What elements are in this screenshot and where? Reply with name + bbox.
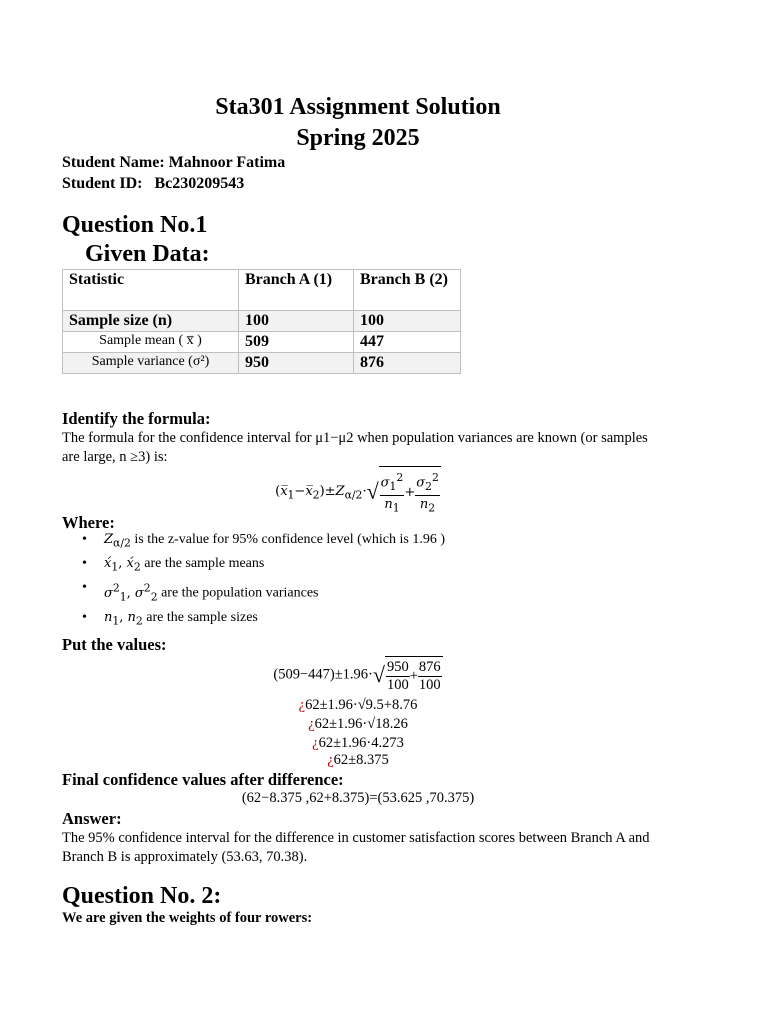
- table-cell: Sample size (n): [63, 311, 239, 332]
- calc-line-4: ¿62±1.96·4.273: [312, 735, 404, 751]
- table-row: [63, 332, 461, 353]
- given-data-table: [62, 269, 461, 374]
- calc-line-1-text: (509−447)±1.96·: [273, 666, 373, 683]
- put-values-heading: Put the values:: [62, 635, 167, 654]
- calc-line-3: ¿62±1.96·√18.26: [308, 716, 408, 732]
- list-item-text: are the sample means: [144, 556, 265, 572]
- calc-line-2-text: 62±1.96·√9.5+8.76: [305, 697, 418, 713]
- list-item-text: are the sample sizes: [146, 609, 258, 625]
- given-data-heading: Given Data:: [85, 241, 210, 267]
- identify-formula-text: The formula for the confidence interval for μ1−μ2 when population variances are known (or samples are large, n ≥3) is:: [62, 430, 648, 465]
- calc-line-3-text: 62±1.96·√18.26: [314, 716, 408, 732]
- document-title: Sta301 Assignment Solution: [215, 94, 501, 120]
- table-header-row: [63, 270, 461, 311]
- table-cell: 100: [354, 311, 461, 332]
- answer-heading: Answer:: [62, 809, 122, 828]
- table-cell: Sample variance (σ²): [63, 353, 239, 374]
- calc-line-1: (509−447)±1.96·√ $\frac{950}{100}$ + $\frac{876}{100}$: [0, 656, 716, 694]
- document-subtitle: Spring 2025: [296, 125, 420, 151]
- table-cell: 100: [239, 311, 354, 332]
- table-cell: 950: [239, 353, 354, 374]
- question-2-heading: Question No. 2:: [62, 883, 222, 909]
- student-id: Student ID: Bc230209543: [62, 175, 245, 192]
- list-item: • $\sigma^2_1$, $\sigma^2_2$ are the population variances: [104, 578, 445, 607]
- calc-line-2: ¿62±1.96·√9.5+8.76: [298, 697, 418, 713]
- table-header: Statistic: [63, 270, 239, 311]
- question-2-intro: We are given the weights of four rowers:: [62, 910, 313, 926]
- question-1-heading: Question No.1: [62, 212, 208, 238]
- student-name: Student Name: Mahnoor Fatima: [62, 154, 286, 171]
- list-item: • $n_1$, $n_2$ are the sample sizes: [104, 608, 445, 632]
- final-values-line: (62−8.375 ,62+8.375)=(53.625 ,70.375): [241, 790, 475, 806]
- list-item: • $x́_1$, $x́_2$ are the sample means: [104, 554, 445, 578]
- list-item-text: is the z-value for 95% confidence level (which is 1.96 ): [134, 532, 446, 547]
- where-list: [62, 530, 445, 632]
- answer-text: The 95% confidence interval for the difference in customer satisfaction scores between Branch A and Branch B is approximately (53.63, 70.38).: [62, 830, 650, 865]
- list-item: • $Z_{\alpha/2}$ is the z-value for 95% confidence level (which is 1.96 ): [104, 530, 445, 554]
- table-cell: 876: [354, 353, 461, 374]
- calc-line-4-text: 62±1.96·4.273: [318, 735, 404, 751]
- identify-formula-heading: Identify the formula:: [62, 409, 211, 428]
- table-header: Branch A (1): [239, 270, 354, 311]
- table-cell: Sample mean ( x̅ ): [63, 332, 239, 353]
- list-item-text: are the population variances: [161, 585, 319, 601]
- table-header: Branch B (2): [354, 270, 461, 311]
- ci-formula: $(x̅_1-x̅_2)\pm Z_{\alpha/2}\cdot√$ $\frac{\sigma_1^2}{n_1}$ + $\frac{\sigma_2^2}{n_2}$: [0, 466, 716, 517]
- calc-line-5: ¿62±8.375: [327, 752, 389, 768]
- where-heading: Where:: [62, 513, 115, 532]
- final-values-heading: Final confidence values after difference:: [62, 770, 344, 789]
- table-cell: 509: [239, 332, 354, 353]
- table-row: [63, 311, 461, 332]
- table-cell: 447: [354, 332, 461, 353]
- calc-line-5-text: 62±8.375: [333, 752, 389, 768]
- table-row: [63, 353, 461, 374]
